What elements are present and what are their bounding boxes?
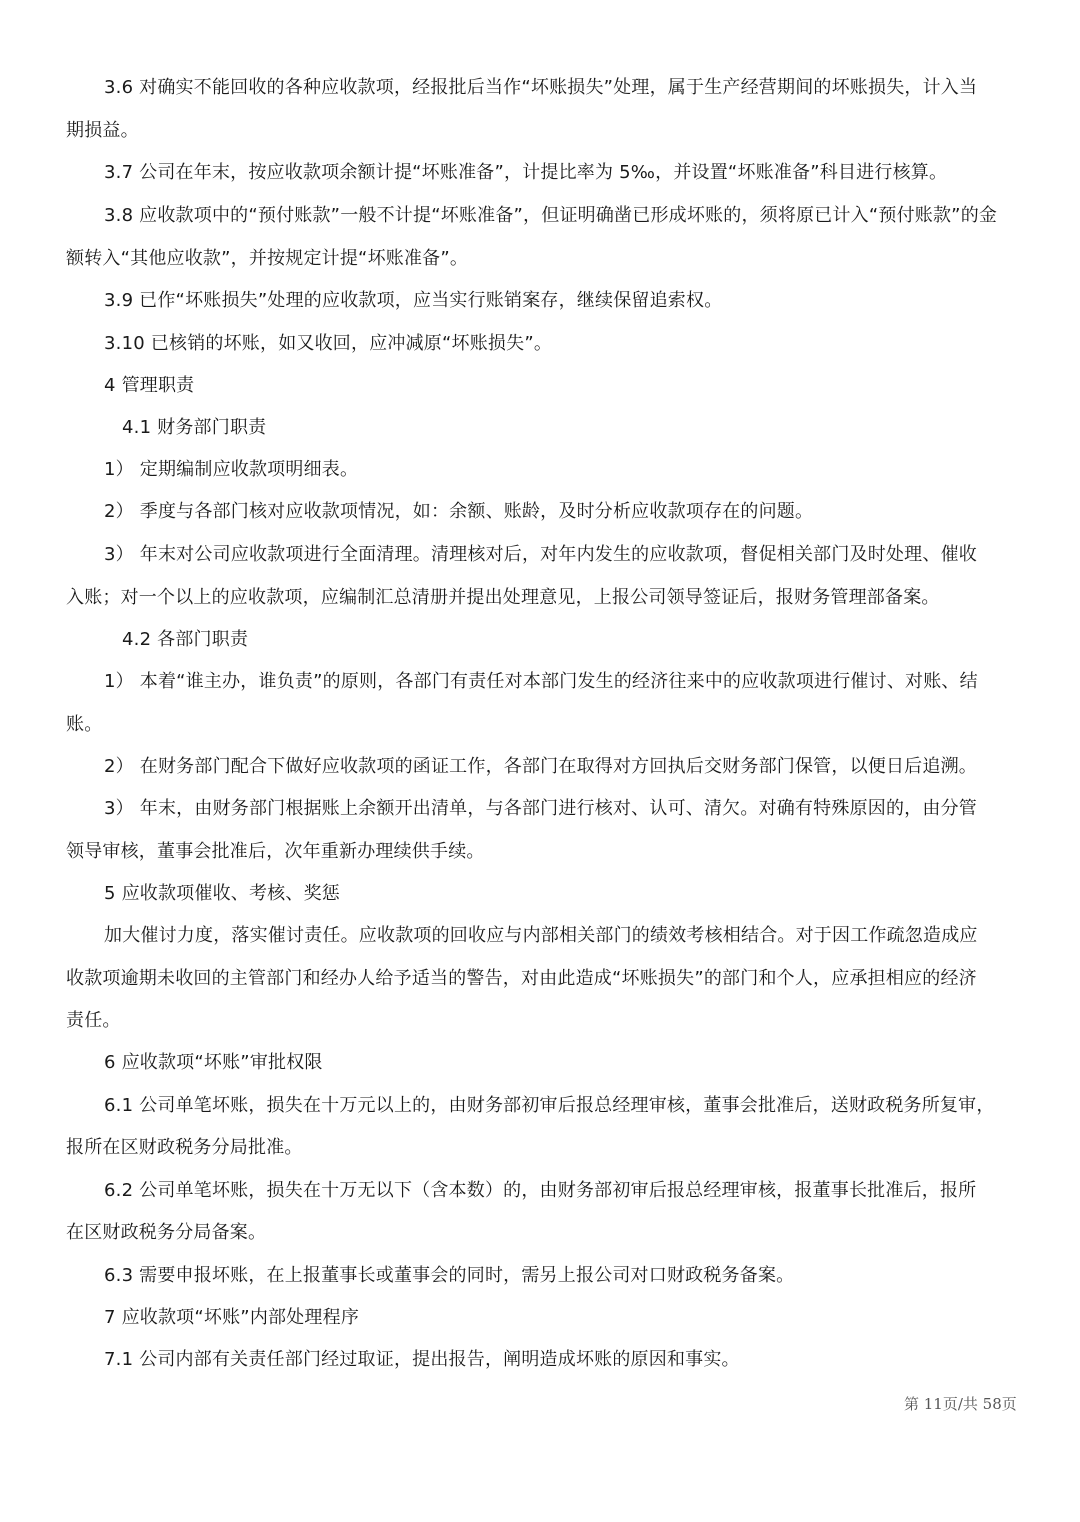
text-line: 3.6 对确实不能回收的各种应收款项，经报批后当作“坏账损失”处理，属于生产经营期间的坏账损失，计入当 [104,77,978,98]
text-line: 3.9 已作“坏账损失”处理的应收款项，应当实行账销案存，继续保留追索权。 [104,290,723,311]
list-item: 2） 在财务部门配合下做好应收款项的函证工作，各部门在取得对方回执后交财务部门保管，以便日后追溯。 [104,756,977,777]
text-line: 账。 [66,714,103,735]
list-item: 3） 年末对公司应收款项进行全面清理。清理核对后，对年内发生的应收款项，督促相关部门及时处理、催收 [104,544,977,565]
text-line: 3.7 公司在年末，按应收款项余额计提“坏账准备”，计提比率为 5‰，并设置“坏账准备”科目进行核算。 [104,162,948,183]
text-line: 入账；对一个以上的应收款项，应编制汇总清册并提出处理意见，上报公司领导签证后，报财务管理部备案。 [66,587,940,608]
text-line: 6.1 公司单笔坏账，损失在十万元以上的，由财务部初审后报总经理审核，董事会批准后，送财政税务所复审， [104,1095,995,1116]
text-line: 报所在区财政税务分局批准。 [66,1137,303,1158]
text-line: 加大催讨力度，落实催讨责任。应收款项的回收应与内部相关部门的绩效考核相结合。对于因工作疏忽造成应 [104,925,978,946]
text-line: 期损益。 [66,120,139,141]
subsection-heading: 4.2 各部门职责 [122,629,249,650]
text-line: 额转入“其他应收款”，并按规定计提“坏账准备”。 [66,248,469,269]
subsection-heading: 4.1 财务部门职责 [122,417,267,438]
text-line: 7.1 公司内部有关责任部门经过取证，提出报告，阐明造成坏账的原因和事实。 [104,1349,740,1370]
text-line: 责任。 [66,1010,121,1031]
text-line: 在区财政税务分局备案。 [66,1222,267,1243]
list-item: 1） 定期编制应收款项明细表。 [104,459,359,480]
text-line: 3.8 应收款项中的“预付账款”一般不计提“坏账准备”，但证明确凿已形成坏账的，须将原已计入“预付账款”的金 [104,205,998,226]
list-item: 2） 季度与各部门核对应收款项情况，如：余额、账龄，及时分析应收款项存在的问题。 [104,501,814,522]
section-heading: 5 应收款项催收、考核、奖惩 [104,883,340,904]
list-item: 3） 年末，由财务部门根据账上余额开出清单，与各部门进行核对、认可、清欠。对确有特殊原因的，由分管 [104,798,977,819]
text-line: 收款项逾期未收回的主管部门和经办人给予适当的警告，对由此造成“坏账损失”的部门和个人，应承担相应的经济 [66,968,977,989]
text-line: 领导审核，董事会批准后，次年重新办理续供手续。 [66,841,485,862]
section-heading: 7 应收款项“坏账”内部处理程序 [104,1307,360,1328]
section-heading: 6 应收款项“坏账”审批权限 [104,1052,323,1073]
page-number: 第 11页/共 58页 [904,1395,1017,1413]
list-item: 1） 本着“谁主办，谁负责”的原则，各部门有责任对本部门发生的经济往来中的应收款项进行催讨、对账、结 [104,671,978,692]
section-heading: 4 管理职责 [104,375,195,396]
text-line: 3.10 已核销的坏账，如又收回，应冲减原“坏账损失”。 [104,333,553,354]
text-line: 6.3 需要申报坏账，在上报董事长或董事会的同时，需另上报公司对口财政税务备案。 [104,1265,795,1286]
text-line: 6.2 公司单笔坏账，损失在十万无以下（含本数）的，由财务部初审后报总经理审核，报董事长批准后，报所 [104,1180,977,1201]
